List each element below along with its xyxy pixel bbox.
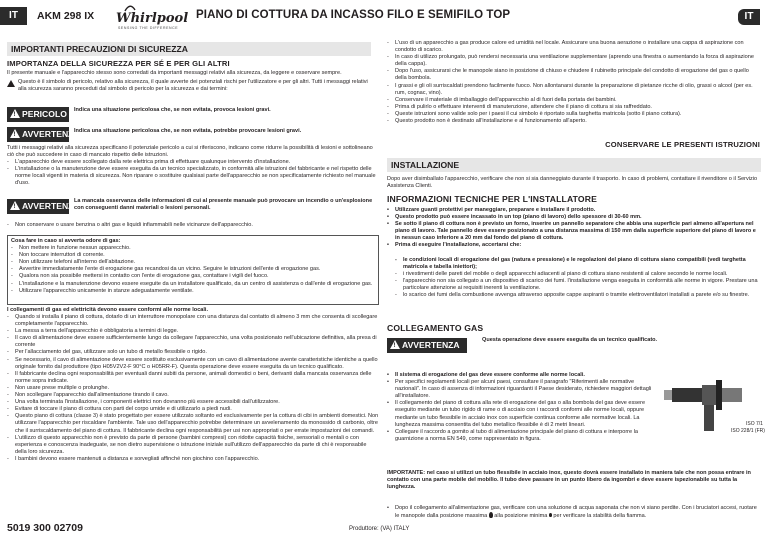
brand-wordmark: Whirlpool — [116, 11, 189, 26]
list-item: - Questo piano di cottura (classe 3) è stato progettato per essere utilizzato soltanto ed esclusivamente per la cottura di cibi in ambienti domestici. Non utilizzare l'apparecchio per riscaldare l'ambiente. Tale uso dell'apparecchio potrebbe determinare un avvelenamento da monossido di carbonio, oltre che il surriscaldamento del piano di cottura. Il fabbricante declina ogni responsabilità per usi non appropriati o per errate impostazioni dei comandi. — [7, 413, 379, 434]
connections-list — [7, 314, 379, 463]
tech-info-list — [387, 207, 761, 250]
messages-list — [7, 159, 379, 187]
list-item: - Qualora non sia possibile mettersi in contatto con l'ente di erogazione gas, contattare i vigili del fuoco. — [11, 273, 375, 280]
list-item: • Prima di eseguire l'installazione, accertarsi che: — [387, 242, 761, 249]
list-item: • Il collegamento del piano di cottura alla rete di erogazione del gas o alla bombola del gas deve essere eseguito mediante un tubo rigido di rame o di acciaio con i raccordi conformi alle norme locali, oppure mediante un tubo flessibile in acciaio inox con superficie continua conforme alle normative locali. La lunghezza massima consentita del tubo metallico flessibile è di 2 metri lineari. — [387, 400, 659, 428]
list-item: • Il sistema di erogazione del gas deve essere conforme alle norme locali. — [387, 372, 659, 379]
list-item: - La messa a terra dell'apparecchio è obbligatoria a termini di legge. — [7, 328, 379, 335]
list-item: - i rivestimenti delle pareti del mobile o degli apparecchi adiacenti al piano di cottura siano resistenti al calore secondo le norme locali. — [395, 271, 761, 278]
list-item: - L'apparecchio deve essere scollegato dalla rete elettrica prima di effettuare qualunque intervento d'installazione. — [7, 159, 379, 166]
producer-info: Produttore: (VA) ITALY — [349, 526, 410, 532]
list-item: - L'installazione o la manutenzione deve essere eseguita da un tecnico specializzato, in conformità alle istruzioni del fabbricante e nel rispetto delle norme locali vigenti in materia di sicurezza. Non riparare o sostituire qualsiasi parte dell'apparecchio se non specificatamente richiesto nel manuale d'uso. — [7, 166, 379, 187]
gas-smell-title: Cosa fare in caso si avverta odore di gas: — [11, 238, 121, 244]
badge-avvertenza-gas: ! AVVERTENZA — [387, 338, 467, 353]
badge-avvertenza: ! AVVERTENZA — [7, 127, 69, 142]
iso-label-1: ISO 7/1 — [746, 421, 763, 427]
list-item: • Collegare il raccordo a gomito al tubo di alimentazione principale del piano di cottura e interporre la guarnizione a norma EN 549, come rappresentato in figura. — [387, 429, 659, 443]
document-code: 5019 300 02709 — [7, 522, 83, 534]
right-top-list — [387, 40, 762, 125]
gas-connector-figure — [664, 368, 764, 448]
language-tag-right: IT — [738, 9, 760, 25]
section-title-safety: IMPORTANTI PRECAUZIONI DI SICUREZZA — [7, 42, 371, 56]
list-item: - Se necessario, il cavo di alimentazione deve essere sostituito esclusivamente con un cavo di alimentazione avente caratteristiche identiche a quello originale fornito dal produttore (tipo H05V2V2-F 90°C o H05RR-F). Questa operazione deve essere eseguita da un tecnico qualificato. — [7, 357, 379, 371]
list-item: - Non usare prese multiple o prolunghe. — [7, 385, 379, 392]
list-item: - Questo prodotto non è destinato all'installazione e al funzionamento all'aperto. — [387, 118, 762, 125]
list-item: - L'utilizzo di questo apparecchio non è previsto da parte di persone (bambini compresi) con ridotte capacità fisiche, sensoriali o mentali o con esperienza e conoscenza inadeguate, se non dietro supervisione o istruzione iniziale sull'utilizzo dell'apparecchio da parte di chi è responsabile della loro sicurezza. — [7, 435, 379, 456]
list-item: • Se sotto il piano di cottura non è previsto un forno, inserire un pannello separatore che abbia una superficie pari almeno all'apertura nel piano di lavoro. Tale pannello deve essere posizionato a una distanza massima di 150 mm dalla superficie superiore del piano di lavoro e in nessun caso inferiore a 20 mm dal fondo del piano di cottura. — [387, 221, 761, 242]
avvertenza-2-text: La mancata osservanza delle informazioni di cui al presente manuale può provocare un incendio o un'esplosione con conseguenti danni materiali o lesioni personali. — [74, 198, 373, 212]
list-item: - I bambini devono essere mantenuti a distanza e sorvegliati affinché non giochino con l'apparecchio. — [7, 456, 379, 463]
warning-symbol-icon — [7, 80, 15, 87]
list-item: - Per l'allacciamento del gas, utilizzare solo un tubo di metallo flessibile o rigido. — [7, 349, 379, 356]
language-tag-left: IT — [0, 7, 27, 25]
symbol-description: Questo è il simbolo di pericolo, relativo alla sicurezza, il quale avverte dei potenziali rischi per l'utilizzatore e per gli altri. Tutti i messaggi relativi alla sicurezza saranno preceduti dal simbolo di pericolo per la sicurezza e dai termini: — [18, 79, 368, 93]
list-item: - Conservare il materiale di imballaggio dell'apparecchio al di fuori della portata dei bambini. — [387, 97, 762, 104]
list-item: - Quando si installa il piano di cottura, dotarlo di un interruttore monopolare con una distanza dal contatto di almeno 3 mm che consenta di scollegare completamente l'apparecchio. — [7, 314, 379, 328]
messages-intro: Tutti i messaggi relativi alla sicurezza specificano il potenziale pericolo a cui si riferiscono, indicano come ridurre la possibilità di lesioni e sottolineano ciò che può succedere in caso di mancato rispetto delle istruzioni. — [7, 145, 373, 159]
keep-instructions: CONSERVARE LE PRESENTI ISTRUZIONI — [605, 140, 760, 149]
gas-smell-list — [11, 245, 375, 295]
connections-title: I collegamenti di gas ed elettricità devono essere conformi alle norme locali. — [7, 307, 208, 313]
gas-important-note: IMPORTANTE: nel caso si utilizzi un tubo flessibile in acciaio inox, questo dovrà essere installato in maniera tale che non possa entrare in contatto con una parte mobile del mobilio. Il tubo deve passare in un punto libero da ingombri e deve essere ispezionabile su tutta la lunghezza. — [387, 470, 751, 491]
list-item: - Queste istruzioni sono valide solo per i paesi il cui simbolo è riportato sulla targhetta matricola (sotto il piano cottura). — [387, 111, 762, 118]
iso-label-2: ISO 228/1 (FR) — [731, 428, 765, 434]
gas-final-text-2: alla posizione minima — [494, 513, 548, 520]
tech-info-title: INFORMAZIONI TECNICHE PER L'INSTALLATORE — [387, 194, 597, 204]
intro-text: Il presente manuale e l'apparecchio stesso sono corredati da importanti messaggi relativi alla sicurezza, da leggere e osservare sempre. — [7, 70, 342, 76]
list-item — [387, 505, 761, 520]
list-item: - Dopo l'uso, assicurarsi che le manopole siano in posizione di chiuso e chiudere il rubinetto principale del condotto di erogazione del gas o quello della bombola. — [387, 68, 762, 82]
subtitle-safety-importance: IMPORTANZA DELLA SICUREZZA PER SÉ E PER GLI ALTRI — [7, 59, 230, 68]
gas-list — [387, 372, 659, 443]
gas-final-text-1: Dopo il collegamento all'alimentazione gas, verificare con una soluzione di acqua saponata che non vi siano perdite. Con i bruciatori accesi, ruotare le manopole dalla posizione massima — [395, 505, 757, 520]
warning-triangle-icon — [10, 109, 20, 118]
section-title-installation: INSTALLAZIONE — [387, 158, 761, 172]
list-item: - Una volta terminata l'installazione, i componenti elettrici non dovranno più essere accessibili dall'utilizzatore. — [7, 399, 379, 406]
warning-triangle-icon — [10, 129, 20, 138]
brand-logo — [116, 4, 189, 30]
list-item: - Evitare di toccare il piano di cottura con parti del corpo umide e di utilizzarlo a piedi nudi. — [7, 406, 379, 413]
brand-tagline: SENSING THE DIFFERENCE — [118, 26, 179, 30]
elbow-connector-icon — [664, 368, 764, 448]
gas-final-step — [387, 505, 761, 520]
list-item: - Utilizzare l'apparecchio unicamente in stanze adeguatamente ventilate. — [11, 288, 375, 295]
flame-min-icon — [549, 513, 552, 517]
warning-triangle-icon — [10, 201, 20, 210]
list-item: - Il fabbricante declina ogni responsabilità per eventuali danni subiti da persone, animali domestici o beni, derivanti dalla mancata osservanza delle norme sopra indicate. — [7, 371, 379, 385]
badge-pericolo: ! PERICOLO — [7, 107, 69, 122]
list-item: • Questo prodotto può essere incassato in un top (piano di lavoro) dello spessore di 30-60 mm. — [387, 214, 761, 221]
flame-max-icon — [489, 512, 493, 518]
model-number: AKM 298 IX — [37, 10, 95, 22]
list-item: • Utilizzare guanti protettivi per maneggiare, preparare e installare il prodotto. — [387, 207, 761, 214]
list-item: • Per specifici regolamenti locali per alcuni paesi, consultare il paragrafo "Riferimenti alle normative nazionali". In caso di assenza di informazioni riguardanti il Paese desiderato, richiedere maggiori dettagli all'installatore. — [387, 379, 659, 400]
list-item: - In caso di utilizzo prolungato, può rendersi necessaria una ventilazione supplementare (aprendo una finestra o aumentando la forza di aspirazione della cappa). — [387, 54, 762, 68]
list-item: - Non mettere in funzione nessun apparecchio. — [11, 245, 375, 252]
list-item: - Non utilizzare telefoni all'interno dell'abitazione. — [11, 259, 375, 266]
list-item: - L'installazione e la manutenzione devono essere eseguite da un installatore qualificato, da un centro di assistenza o dall'ente di erogazione gas. — [11, 281, 375, 288]
list-item: - Non conservare o usare benzina o altri gas e liquidi infiammabili nelle vicinanze dell'apparecchio. — [7, 222, 379, 229]
list-item: - Non toccare interruttori di corrente. — [11, 252, 375, 259]
page-title: PIANO DI COTTURA DA INCASSO FILO E SEMIFILO TOP — [196, 9, 511, 21]
gas-final-text-3: per verificare la stabilità della fiamma. — [553, 513, 647, 520]
list-item: - Non scollegare l'apparecchio dall'alimentazione tirando il cavo. — [7, 392, 379, 399]
gas-avvertenza-text: Questa operazione deve essere eseguita da un tecnico qualificato. — [482, 337, 658, 343]
gas-connection-title: COLLEGAMENTO GAS — [387, 323, 484, 333]
list-item: - L'uso di un apparecchio a gas produce calore ed umidità nel locale. Assicurare una buona aerazione o installare una cappa di aspirazione con condotto di scarico. — [387, 40, 762, 54]
installation-text: Dopo aver disimballato l'apparecchio, verificare che non si sia danneggiato durante il trasporto. In caso di problemi, contattare il rivenditore o il Servizio Assistenza Clienti. — [387, 176, 758, 190]
gasoline-note — [7, 222, 379, 229]
avvertenza-text: Indica una situazione pericolosa che, se non evitata, potrebbe provocare lesioni gravi. — [74, 128, 302, 134]
tech-sub-list — [395, 257, 761, 300]
list-item: - I grassi e gli oli surriscaldati prendono facilmente fuoco. Non allontanarsi durante la preparazione di pietanze ricche di olio, grassi o alcool (per es. rum, cognac, vino). — [387, 83, 762, 97]
list-item: - l'apparecchio non sia collegato a un dispositivo di scarico dei fumi. l'installazione venga eseguita in conformità alle norme in vigore. Prestare una particolare attenzione ai requisiti inerenti la ventilazione. — [395, 278, 761, 292]
pericolo-text: Indica una situazione pericolosa che, se non evitata, provoca lesioni gravi. — [74, 107, 271, 113]
badge-avvertenza-2: ! AVVERTENZA — [7, 199, 69, 214]
list-item: - Il cavo di alimentazione deve essere sufficientemente lungo da collegare l'apparecchio, una volta posizionato nell'ubicazione definitiva, alla presa di corrente — [7, 335, 379, 349]
list-item: - Prima di pulirlo o effettuare interventi di manutenzione, attendere che il piano di cottura si sia raffreddato. — [387, 104, 762, 111]
warning-triangle-icon — [390, 340, 400, 349]
list-item: - Avvertire immediatamente l'ente di erogazione gas recandosi da un vicino. Seguire le istruzioni dell'ente di erogazione gas. — [11, 266, 375, 273]
gas-smell-box — [7, 235, 379, 305]
list-item: - lo scarico dei fumi della combustione avvenga attraverso apposite cappe aspiranti o tramite elettroventilatori installati a parete e/o su finestre. — [395, 292, 761, 299]
list-item: - le condizioni locali di erogazione del gas (natura e pressione) e le regolazioni del piano di cottura siano compatibili (vedi targhetta matricola e tabella iniettori); — [395, 257, 761, 271]
